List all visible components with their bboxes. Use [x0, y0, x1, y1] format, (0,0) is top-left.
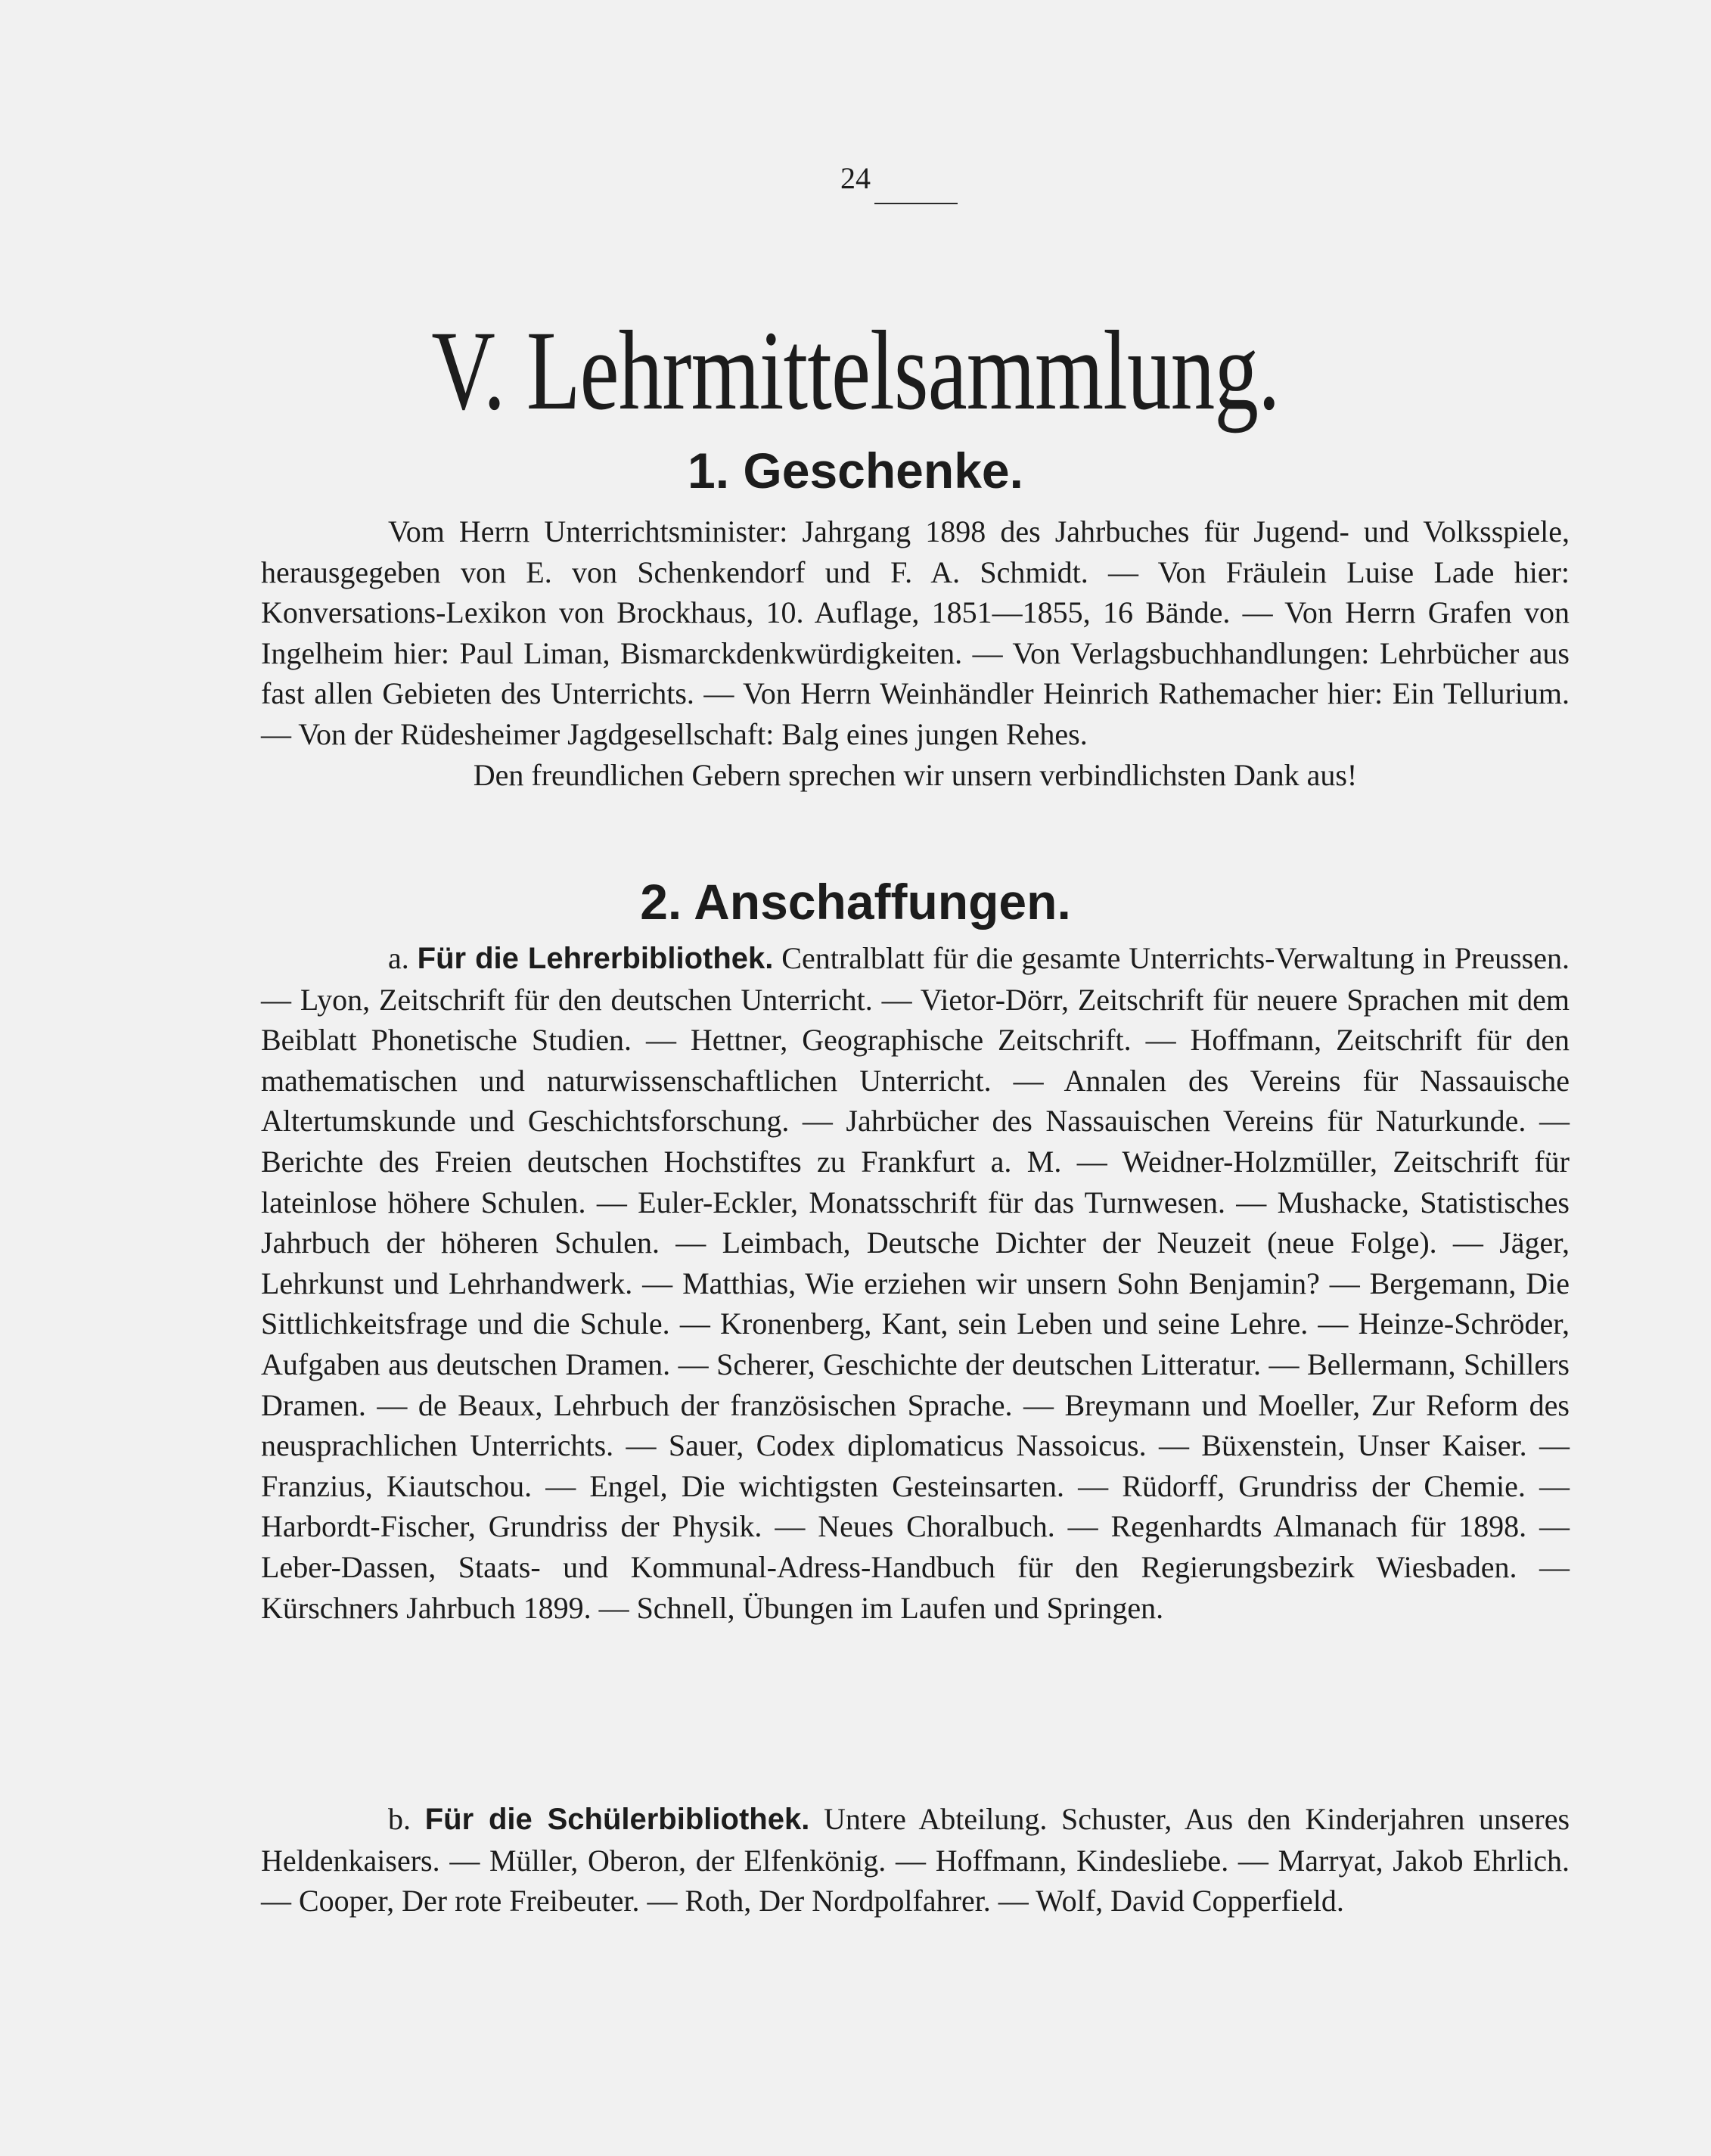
chapter-title: V. Lehrmittelsammlung. [431, 308, 1280, 433]
schuelerbibliothek-label: Für die Schülerbibliothek. [424, 1803, 810, 1836]
section-heading-geschenke: 1. Geschenke. [688, 443, 1023, 499]
list-marker: a. [388, 941, 409, 975]
lehrerbibliothek-paragraph [261, 938, 1570, 1628]
thanks-line: Den freundlichen Gebern sprechen wir unsern verbindlichsten Dank aus! [473, 757, 1358, 792]
schuelerbibliothek-paragraph [261, 1799, 1570, 1921]
lehrerbibliothek-text: Centralblatt für die gesamte Unterrichts-Verwaltung in Preussen. — Lyon, Zeitschrift für den deutschen Unterricht. — Vietor-Dörr, Zeitschrift für neuere Sprachen mit dem Beiblatt Phonetische Studien. — Hettner, Geographische Zeitschrift. — Hoffmann, Zeitschrift für den mathematischen und naturwissenschaftlichen Unterricht. — Annalen des Vereins für Nassauische Altertumskunde und Geschichtsforschung. — Jahrbücher des Nassauischen Vereins für Naturkunde. — Berichte des Freien deutschen Hochstiftes zu Frankfurt a. M. — Weidner-Holzmüller, Zeitschrift für lateinlose höhere Schulen. — Euler-Eckler, Monatsschrift für das Turnwesen. — Mushacke, Statistisches Jahrbuch der höheren Schulen. — Leimbach, Deutsche Dichter der Neuzeit (neue Folge). — Jäger, Lehrkunst und Lehrhandwerk. — Matthias, Wie erziehen wir unsern Sohn Benjamin? — Bergemann, Die Sittlichkeitsfrage und die Schule. — Kronenberg, Kant, sein Leben und seine Lehre. — Heinze-Schröder, Aufgaben aus deutschen Dramen. — Scherer, Geschichte der deutschen Litteratur. — Bellermann, Schillers Dramen. — de Beaux, Lehrbuch der französischen Sprache. — Breymann und Moeller, Zur Reform des neusprachlichen Unterrichts. — Sauer, Codex diplomaticus Nassoicus. — Büxenstein, Unser Kaiser. — Franzius, Kiautschou. — Engel, Die wichtigsten Gesteinsarten. — Rüdorff, Grundriss der Chemie. — Harbordt-Fischer, Grundriss der Physik. — Neues Choralbuch. — Regenhardts Almanach für 1898. — Leber-Dassen, Staats- und Kommunal-Adress-Handbuch für den Regierungsbezirk Wiesbaden. — Kürschners Jahrbuch 1899. — Schnell, Übungen im Laufen und Springen. [261, 941, 1570, 1625]
geschenke-paragraph: Vom Herrn Unterrichtsminister: Jahrgang 1898 des Jahrbuches für Jugend- und Volksspiele, herausgegeben von E. von Schenkendorf und F. A. Schmidt. — Von Fräulein Luise Lade hier: Konversations-Lexikon von Brockhaus, 10. Auflage, 1851—1855, 16 Bände. — Von Herrn Grafen von Ingelheim hier: Paul Liman, Bismarckdenkwürdigkeiten. — Von Verlagsbuchhandlungen: Lehrbücher aus fast allen Gebieten des Unterrichts. — Von Herrn Weinhändler Heinrich Rathemacher hier: Ein Tellurium. — Von der Rüdesheimer Jagdgesellschaft: Balg eines jungen Rehes. [261, 514, 1570, 751]
schuelerbibliothek-block [261, 1799, 1570, 1921]
lehrerbibliothek-block [261, 938, 1570, 1628]
geschenke-block [261, 511, 1570, 795]
page-number: 24 [840, 161, 871, 195]
page-number-rule [874, 203, 958, 204]
lehrerbibliothek-label: Für die Lehrerbibliothek. [417, 942, 774, 975]
list-marker: b. [388, 1802, 411, 1836]
schuelerbibliothek-text: Untere Abteilung. Schuster, Aus den Kinderjahren unseres Heldenkaisers. — Müller, Oberon, der Elfenkönig. — Hoffmann, Kindesliebe. — Marryat, Jakob Ehrlich. — Cooper, Der rote Freibeuter. — Roth, Der Nordpolfahrer. — Wolf, David Copperfield. [261, 1802, 1570, 1918]
section-heading-anschaffungen: 2. Anschaffungen. [640, 874, 1071, 930]
